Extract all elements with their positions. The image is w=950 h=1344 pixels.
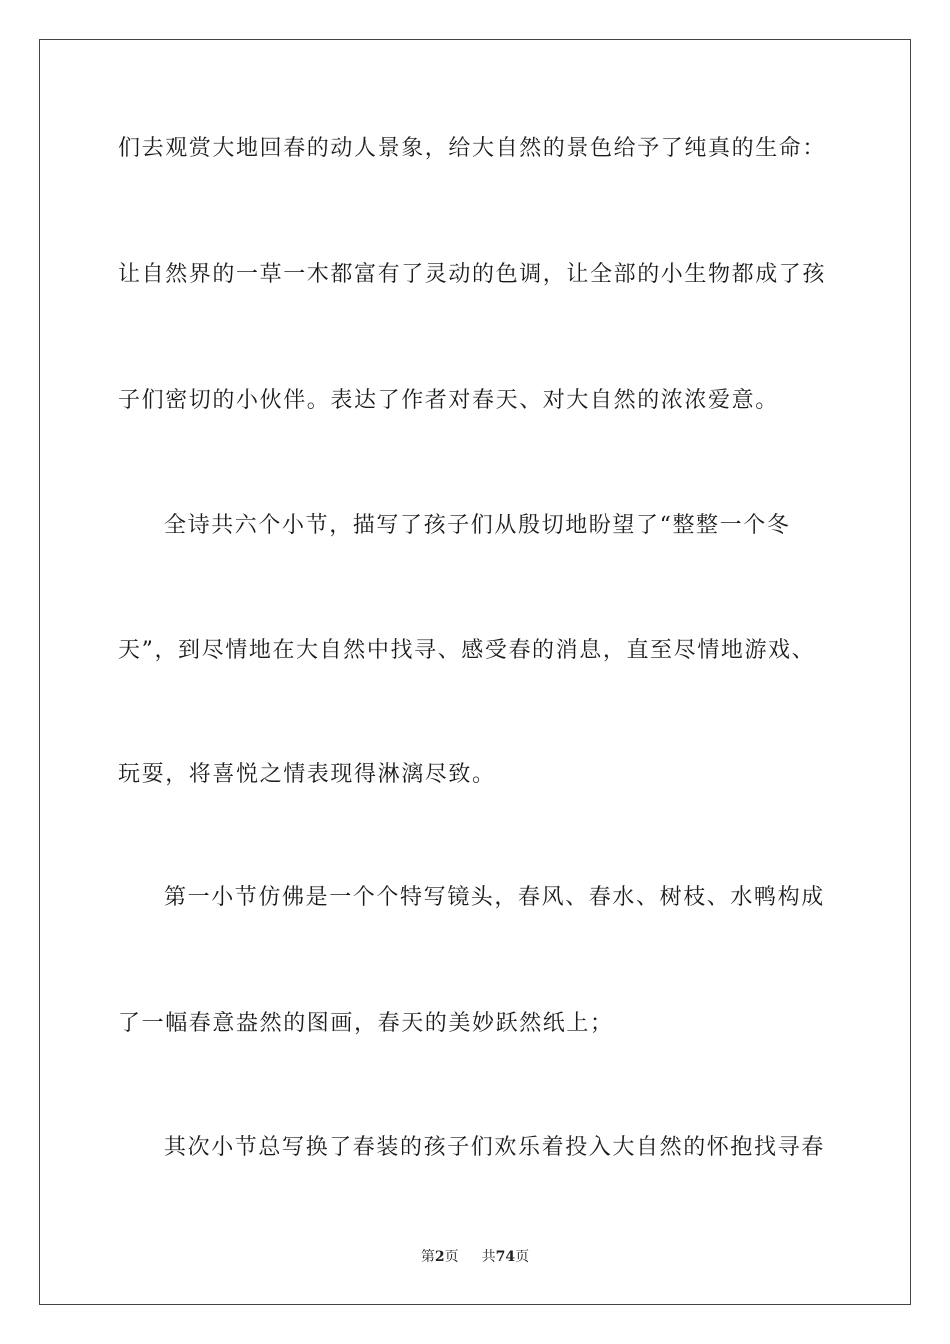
total-prefix: 共 xyxy=(481,1249,496,1265)
paragraph-start-line: 第一小节仿佛是一个个特写镜头，春风、春水、树枝、水鸭构成 xyxy=(164,885,825,910)
paragraph-start-line: 全诗共六个小节，描写了孩子们从殷切地盼望了“整整一个冬 xyxy=(164,513,791,538)
body-text-line: 让自然界的一草一木都富有了灵动的色调，让全部的小生物都成了孩 xyxy=(118,262,827,287)
body-text-line: 了一幅春意盎然的图画，春天的美妙跃然纸上； xyxy=(118,1011,614,1036)
body-text-line: 子们密切的小伙伴。表达了作者对春天、对大自然的浓浓爱意。 xyxy=(118,388,779,413)
body-text-line: 天”，到尽情地在大自然中找寻、感受春的消息，直至尽情地游戏、 xyxy=(118,638,816,663)
page-number: 2 xyxy=(434,1249,445,1265)
total-pages: 74 xyxy=(495,1249,516,1265)
page-prefix: 第 xyxy=(420,1249,435,1265)
page-border xyxy=(39,39,911,1305)
paragraph-start-line: 其次小节总写换了春装的孩子们欢乐着投入大自然的怀抱找寻春 xyxy=(164,1135,825,1160)
total-suffix: 页 xyxy=(515,1249,530,1265)
body-text-line: 玩耍，将喜悦之情表现得淋漓尽致。 xyxy=(118,762,496,787)
page-suffix: 页 xyxy=(444,1249,459,1265)
page-footer xyxy=(0,1248,950,1266)
body-text-line: 们去观赏大地回春的动人景象，给大自然的景色给予了纯真的生命： xyxy=(118,136,827,161)
